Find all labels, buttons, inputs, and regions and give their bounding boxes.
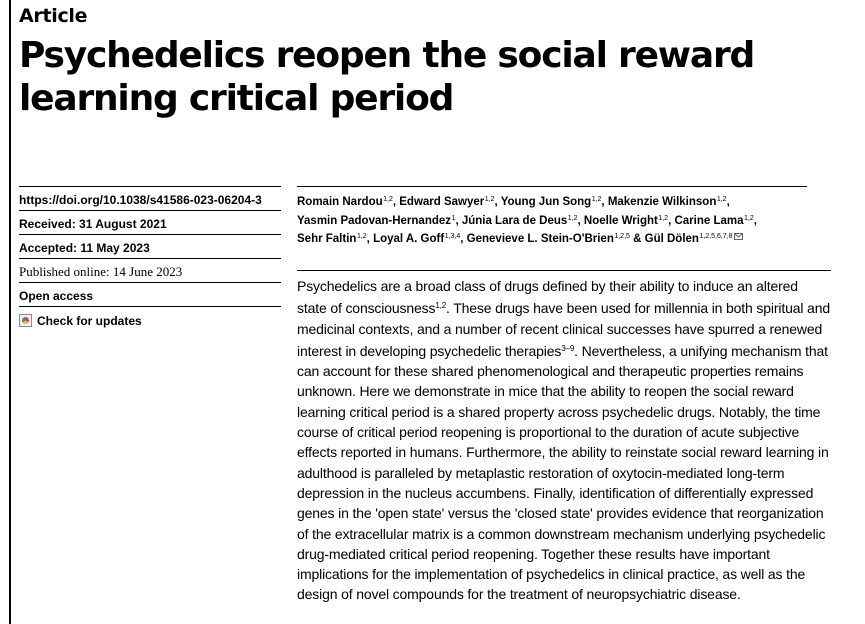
affiliation-number: 1,3,4 [444,233,461,240]
affiliation-number: 1,2 [743,214,754,222]
affiliation-number: 1,2 [716,196,727,203]
author[interactable]: Noelle Wright$^{1,2}$ [583,214,669,227]
received-date: Received: 31 August 2021 [19,210,281,234]
author[interactable]: Makenzie Wilkinson$^{1,2}$ [607,196,727,208]
author[interactable]: Yasmin Padovan-Hernandez$^1$ [297,214,456,227]
affiliation-number: 1,2 [383,196,393,203]
affiliation-number: 1,2 [356,233,367,240]
open-access-label: Open access [19,282,281,306]
citation-ref[interactable]: 1,2 [435,301,447,311]
author[interactable]: Edward Sawyer$^{1,2}$ [399,196,495,208]
affiliation-number: 1,2 [591,196,602,203]
affiliation-number: 1,2 [484,196,495,203]
affiliation-number: 1,2 [658,214,669,222]
author[interactable]: Júnia Lara de Deus$^{1,2}$ [461,214,578,227]
article-title: Psychedelics reopen the social reward learning critical period [19,35,755,119]
abstract: Psychedelics are a broad class of drugs defined by their ability to induce an altered state of consciousness$^{1,2}$. These drugs have been used for millennia in both spiritual and medicinal contexts, and a number of recent clinical successes have spurred a renewed interest in developing psychedelic therapies$^{3-9}$. Nevertheless, a unifying mechanism that can account for these shared phenomenological and therapeutic properties remains unknown. Here we demonstrate in mice that the ability to reopen the social reward learning critical period is a shared property across psychedelic drugs. Notably, the time course of critical period reopening is proportional to the duration of acute subjective effects reported in humans. Furthermore, the ability to reinstate social reward learning in adulthood is paralleled by metaplastic restoration of oxytocin-mediated long-term depression in the nucleus accumbens. Finally, identification of differentially expressed genes in the 'open state' versus the 'closed state' provides evidence that reorganization of the extracellular matrix is a common downstream mechanism underlying psychedelic drug-mediated critical period reopening. Together these results have important implications for the implementation of psychedelics in clinical practice, as well as the design of novel compounds for the treatment of neuropsychiatric disease. [297,270,831,605]
author[interactable]: Sehr Faltin$^{1,2}$ [297,233,367,245]
doi-link[interactable]: https://doi.org/10.1038/s41586-023-06204-3 [19,186,281,210]
check-for-updates-label: Check for updates [37,313,142,328]
envelope-icon[interactable] [734,229,743,246]
affiliation-number: 1,2,5 [614,233,630,240]
author[interactable]: Genevieve L. Stein-O'Brien$^{1,2,5}$ [466,233,630,245]
author[interactable]: Gül Dölen$^{1,2,5,6,7,8}$ [644,233,733,245]
author[interactable]: Romain Nardou$^{1,2}$ [297,196,393,208]
article-type-label: Article [19,5,88,27]
article-metadata [19,186,281,330]
affiliation-number: 1,2 [567,214,578,222]
affiliation-number: 1 [451,214,456,222]
accepted-date: Accepted: 11 May 2023 [19,234,281,258]
author[interactable]: Loyal A. Goff$^{1,3,4}$ [373,233,461,245]
check-for-updates-button[interactable] [19,306,281,330]
affiliation-number: 1,2,5,6,7,8 [699,233,733,240]
left-margin-rule [9,0,11,624]
check-for-updates-icon [19,314,32,327]
citation-ref[interactable]: 3–9 [561,343,575,353]
author-list: Romain Nardou$^{1,2}$, Edward Sawyer$^{1,2}$, Young Jun Song$^{1,2}$, Makenzie Wilkinson$^{1,2}$, Yasmin Padovan-Hernandez$^1$, Júnia Lara de Deus$^{1,2}$, Noelle Wright$^{1,2}$, Carine Lama$^{1,2}$, Sehr Faltin$^{1,2}$, Loyal A. Goff$^{1,3,4}$, Genevieve L. Stein-O'Brien$^{1,2,5}$ & Gül Dölen$^{1,2,5,6,7,8}$ [297,186,807,248]
author[interactable]: Young Jun Song$^{1,2}$ [500,196,602,208]
published-date: Published online: 14 June 2023 [19,258,281,282]
author[interactable]: Carine Lama$^{1,2}$ [674,214,754,227]
